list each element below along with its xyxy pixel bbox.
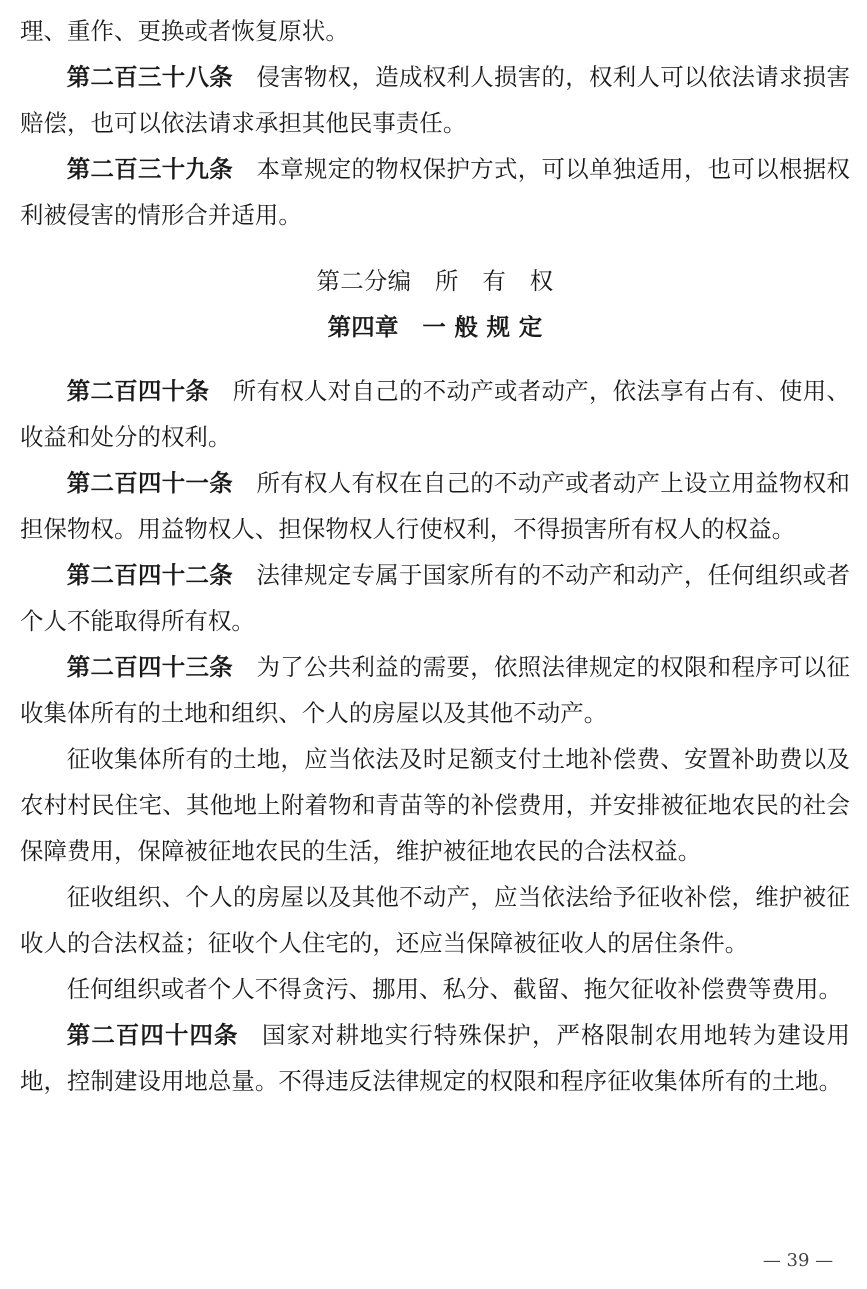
article-text: 本章规定的物权保护方式，可以单独适用，也可以根据权利被侵害的情形合并适用。: [20, 155, 850, 229]
paragraph-text: 征收组织、个人的房屋以及其他不动产，应当依法给予征收补偿，维护被征收人的合法权益；征收个人住宅的，还应当保障被征收人的居住条件。: [20, 883, 850, 957]
article-number: 第二百三十八条: [66, 63, 234, 91]
article-244: [20, 1012, 850, 1104]
page-number: — 39 —: [762, 1250, 834, 1271]
article-text: 所有权人有权在自己的不动产或者动产上设立用益物权和担保物权。用益物权人、担保物权人行使权利，不得损害所有权人的权益。: [20, 469, 850, 543]
article-242: [20, 552, 850, 644]
article-number: 第二百四十条: [66, 377, 210, 405]
article-243-para-2: [20, 736, 850, 874]
article-text: 国家对耕地实行特殊保护，严格限制农用地转为建设用地，控制建设用地总量。不得违反法律规定的权限和程序征收集体所有的土地。: [20, 1021, 850, 1095]
article-text: 侵害物权，造成权利人损害的，权利人可以依法请求损害赔偿，也可以依法请求承担其他民事责任。: [20, 63, 850, 137]
article-number: 第二百四十一条: [66, 469, 234, 497]
page-content: [20, 8, 850, 1104]
article-text: 法律规定专属于国家所有的不动产和动产，任何组织或者个人不能取得所有权。: [20, 561, 850, 635]
article-number: 第二百三十九条: [66, 155, 234, 183]
article-text: 为了公共利益的需要，依照法律规定的权限和程序可以征收集体所有的土地和组织、个人的房屋以及其他不动产。: [20, 653, 850, 727]
article-number: 第二百四十三条: [66, 653, 234, 681]
paragraph-text: 理、重作、更换或者恢复原状。: [20, 17, 349, 45]
article-240: [20, 368, 850, 460]
paragraph-continuation: [20, 8, 850, 54]
article-243-para-4: [20, 966, 850, 1012]
article-number: 第二百四十二条: [66, 561, 234, 589]
article-number: 第二百四十四条: [66, 1021, 239, 1049]
article-241: [20, 460, 850, 552]
article-239: [20, 146, 850, 238]
article-243: [20, 644, 850, 736]
article-text: 所有权人对自己的不动产或者动产，依法享有占有、使用、收益和处分的权利。: [20, 377, 850, 451]
paragraph-text: 任何组织或者个人不得贪污、挪用、私分、截留、拖欠征收补偿费等费用。: [66, 975, 842, 1003]
part-title: 第二分编 所 有 权: [316, 267, 554, 295]
article-243-para-3: [20, 874, 850, 966]
article-238: [20, 54, 850, 146]
paragraph-text: 征收集体所有的土地，应当依法及时足额支付土地补偿费、安置补助费以及农村村民住宅、其他地上附着物和青苗等的补偿费用，并安排被征地农民的社会保障费用，保障被征地农民的生活，维护被征地农民的合法权益。: [20, 745, 850, 865]
chapter-title: 第四章 一 般 规 定: [327, 313, 543, 341]
